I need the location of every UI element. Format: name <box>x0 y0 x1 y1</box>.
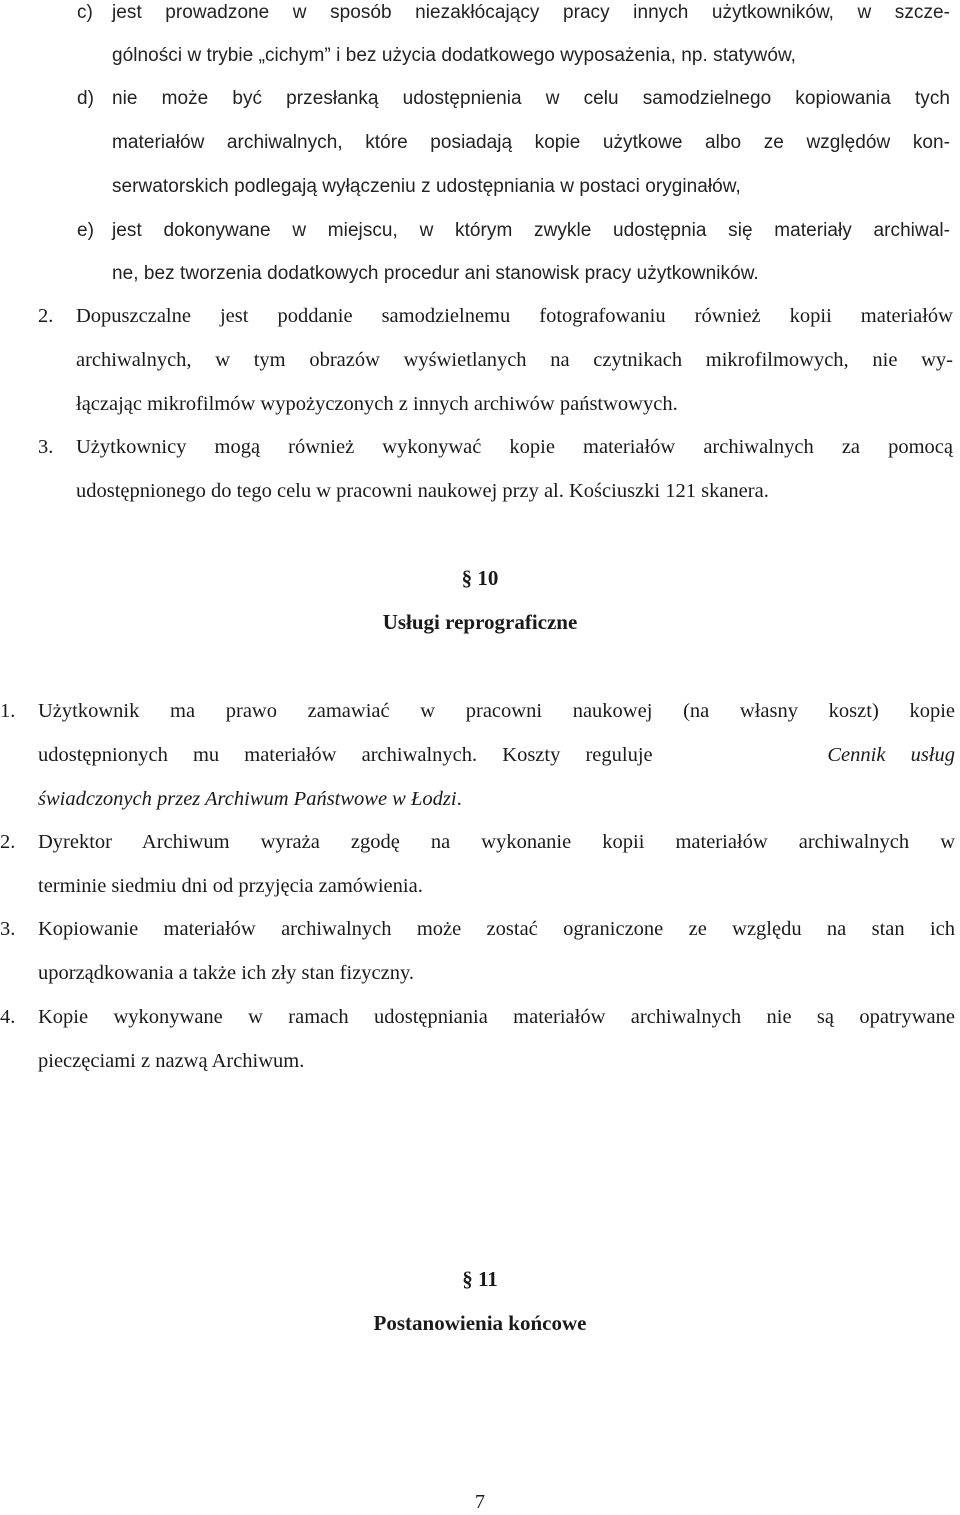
text-line: łączając mikrofilmów wypożyczonych z innych archiwów państwowych. <box>76 393 678 415</box>
text-line: Dopuszczalne jest poddanie samodzielnemu fotografowaniu również kopii materiałów <box>76 305 953 327</box>
text-line: Kopiowanie materiałów archiwalnych może zostać ograniczone ze względu na stan ich <box>38 918 955 940</box>
text-line: Użytkownik ma prawo zamawiać w pracowni naukowej (na własny koszt) kopie <box>38 700 955 722</box>
section-11-number: § 11 <box>462 1267 498 1291</box>
text-line: Użytkownicy mogą również wykonywać kopie materiałów archiwalnych za pomocą <box>76 436 953 458</box>
section-10-title: Usługi reprograficzne <box>382 610 578 634</box>
paragraph-label: 2. <box>0 831 16 853</box>
text-line: udostępnionego do tego celu w pracowni naukowej przy al. Kościuszki 121 skanera. <box>76 480 769 502</box>
text-run: . <box>456 788 462 810</box>
page-number: 7 <box>475 1491 485 1513</box>
text-line: terminie siedmiu dni od przyjęcia zamówienia. <box>38 875 423 897</box>
section-10-number: § 10 <box>461 566 499 590</box>
cennik-title-italic: świadczonych przez Archiwum Państwowe w Łodzi <box>38 788 457 810</box>
paragraph-label: 3. <box>38 436 54 458</box>
text-line: pieczęciami z nazwą Archiwum. <box>38 1050 305 1072</box>
text-line: serwatorskich podlegają wyłączeniu z udostępniania w postaci oryginałów, <box>112 176 741 197</box>
text-line: nie może być przesłanką udostępnienia w celu samodzielnego kopiowania tych <box>112 88 950 109</box>
list-label: d) <box>77 88 94 109</box>
list-label: c) <box>77 2 93 23</box>
text-line: uporządkowania a także ich zły stan fizyczny. <box>38 962 415 984</box>
text-line: Kopie wykonywane w ramach udostępniania materiałów archiwalnych nie są opatrywane <box>38 1006 955 1028</box>
paragraph-label: 3. <box>0 918 16 940</box>
text-line: archiwalnych, w tym obrazów wyświetlanych na czytnikach mikrofilmowych, nie wy- <box>76 349 953 371</box>
list-label: e) <box>77 220 94 241</box>
text-line-mixed <box>38 788 462 811</box>
text-line: jest dokonywane w miejscu, w którym zwykle udostępnia się materiały archiwal- <box>112 220 950 241</box>
text-line: ne, bez tworzenia dodatkowych procedur ani stanowisk pracy użytkowników. <box>112 263 759 284</box>
text-line: jest prowadzone w sposób niezakłócający pracy innych użytkowników, w szcze- <box>112 2 950 23</box>
paragraph-label: 4. <box>0 1006 16 1028</box>
section-11-title: Postanowienia końcowe <box>373 1311 587 1335</box>
text-line: materiałów archiwalnych, które posiadają kopie użytkowe albo ze względów kon- <box>112 132 950 153</box>
text-line: Dyrektor Archiwum wyraża zgodę na wykonanie kopii materiałów archiwalnych w <box>38 831 955 853</box>
cennik-title-italic: Cennik usług <box>827 744 955 766</box>
text-run: udostępnionych mu materiałów archiwalnych. Koszty reguluje <box>38 744 653 766</box>
paragraph-label: 2. <box>38 305 54 327</box>
paragraph-label: 1. <box>0 700 16 722</box>
text-line: gólności w trybie „cichym” i bez użycia dodatkowego wyposażenia, np. statywów, <box>112 45 796 66</box>
text-line-mixed <box>38 744 955 767</box>
